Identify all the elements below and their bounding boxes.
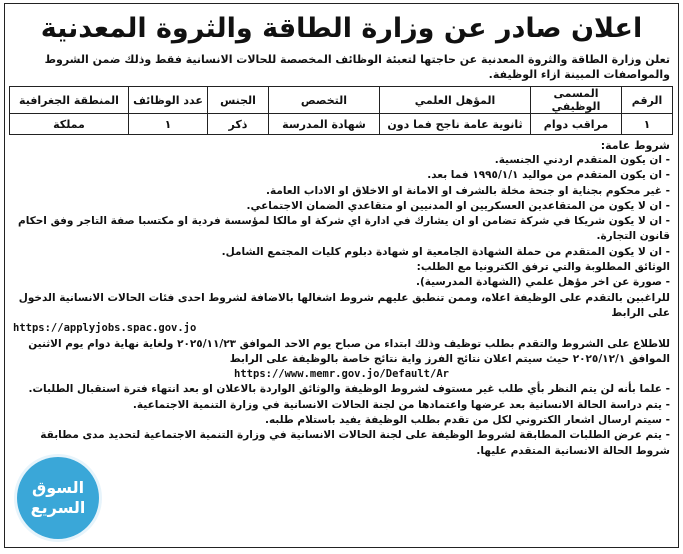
header-region: المنطقة الجغرافية [10,87,129,114]
apply-link[interactable]: https://applyjobs.spac.gov.jo [13,322,197,335]
announcement-title: اعلان صادر عن وزارة الطاقة والثروة المعدنية [40,13,643,44]
cell-job-title: مراقب دوام [531,114,622,135]
list-item: - علما بأنه لن يتم النظر بأي طلب غير مستوف لشروط الوظيفة والوثائق الواردة بالاعلان او بعد انتهاء فترة استقبال الطلبات. [28,383,670,396]
cell-gender: ذكر [208,114,269,135]
table-header-row [10,87,673,114]
documents-title: الوثائق المطلوبة والتي ترفق الكترونيا مع الطلب: [416,261,670,274]
cell-specialization: شهادة المدرسة [269,114,380,135]
table-row [10,114,673,135]
announcement-page [4,3,679,548]
logo-line-2: السريع [30,498,86,517]
list-item: - غير محكوم بجناية او جنحة مخلة بالشرف او الامانة او الاخلاق او الاداب العامة. [265,184,670,197]
header-specialization: التخصص [269,87,380,114]
cell-number: ١ [622,114,673,135]
cell-region: مملكة [10,114,129,135]
list-item: - ان لا يكون شريكا في شركة تضامن او ان يشارك في ادارة اي شركة او مالكا لمؤسسة فردية او مكتسبا صفة التاجر وفق احكام قانون التجارة. [18,215,670,243]
header-job-count: عدد الوظائف [129,87,208,114]
conditions-list [5,153,678,459]
header-job-title: المسمى الوظيفي [531,87,622,114]
conditions-title: شروط عامة: [600,139,670,152]
jobs-table [9,86,673,135]
list-item: - ان لا يكون المتقدم من حملة الشهادة الجامعية او شهادة دبلوم كليات المجتمع الشامل. [221,245,670,258]
list-item: - ان يكون المتقدم من مواليد ١٩٩٥/١/١ فما بعد. [427,169,670,182]
intro-paragraph: تعلن وزارة الطاقة والثروة المعدنية عن حاجتها لتعبئة الوظائف المخصصة للحالات الانسانية فقط وذلك ضمن الشروط والمواصفات المبينة ازاء الوظيفة. [44,53,670,81]
header-qualification: المؤهل العلمي [380,87,531,114]
list-item: - يتم عرض الطلبات المطابقة لشروط الوظيفة على لجنة الحالات الانسانية في وزارة التنمية الاجتماعية لتحديد مدى مطابقة شروط الحالة الانسانية المتقدم عليها. [40,429,670,457]
info-link[interactable]: https://www.memr.gov.jo/Default/Ar [234,368,449,381]
list-item: - يتم دراسة الحالة الانسانية بعد عرضها واعتمادها من لجنة الحالات الانسانية في وزارة التنمية الاجتماعية. [132,398,670,411]
list-item: - ان لا يكون من المتقاعدين العسكريين او المدنيين او متقاعدي الضمان الاجتماعي. [246,199,670,212]
apply-text: للراغبين بالتقدم على الوظيفة اعلاه، وممن تنطبق عليهم شروط اشغالها بالاضافة لشروط احدى فئات الحالات الانسانية الدخول على الرابط [18,291,670,319]
header-gender: الجنس [208,87,269,114]
cell-job-count: ١ [129,114,208,135]
list-item: - ان يكون المتقدم اردني الجنسية. [494,154,670,166]
logo-line-1: السوق [31,478,85,497]
info-text: للاطلاع على الشروط والتقدم بطلب توظيف وذلك ابتداء من صباح يوم الاحد الموافق ٢٠٢٥/١١/٢٣ ولغاية نهاية دوام يوم الاثنين الموافق ٢٠٢٥/١٢/١ حيث سيتم اعلان نتائج الفرز واية نتائج خاصة بالوظيفة على الرابط [28,337,670,365]
header-number: الرقم [622,87,673,114]
watermark-logo [17,457,99,539]
list-item: - سيتم ارسال اشعار الكتروني لكل من تقدم بطلب الوظيفة يفيد باستلام طلبه. [264,414,670,427]
list-item: - صورة عن اخر مؤهل علمي (الشهادة المدرسية). [415,276,670,289]
cell-qualification: ثانوية عامة ناجح فما دون [380,114,531,135]
